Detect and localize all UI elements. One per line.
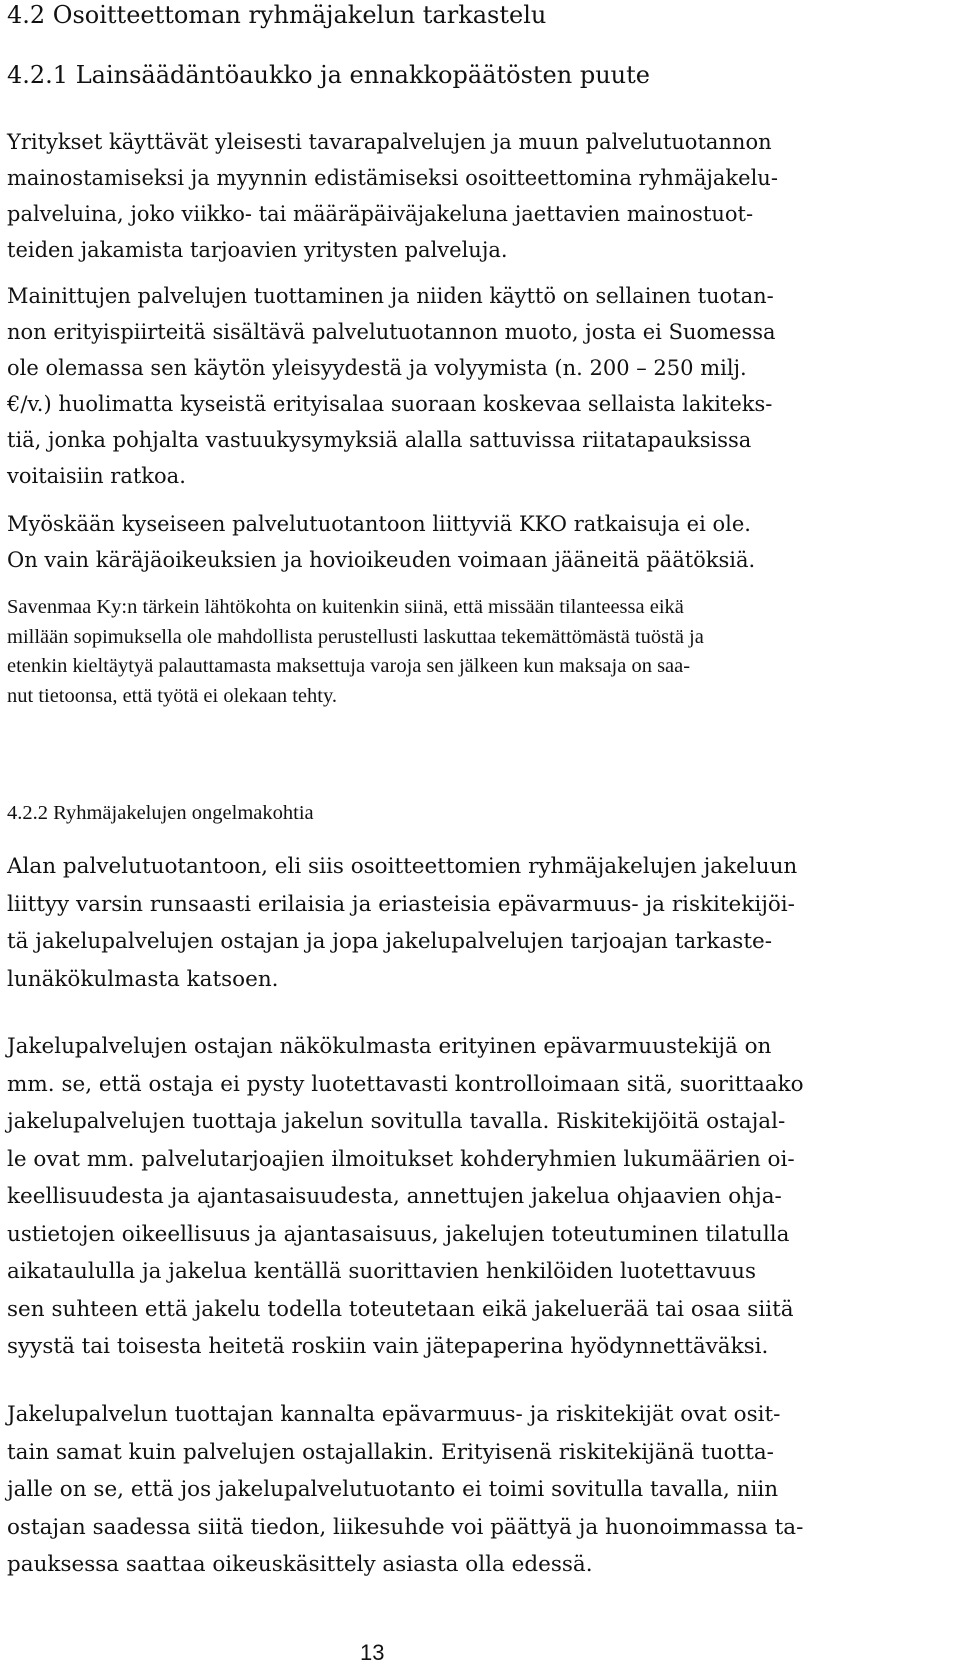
paragraph-line: syystä tai toisesta heitetä roskiin vain jätepaperina hyödynnettäväksi. — [7, 1334, 769, 1359]
paragraph-line: nut tietoonsa, että työtä ei olekaan tehty. — [7, 684, 337, 707]
paragraph-7 — [7, 1396, 937, 1584]
paragraph-3 — [7, 506, 937, 578]
paragraph-6 — [7, 1028, 937, 1366]
paragraph-line: liittyy varsin runsaasti erilaisia ja eriasteisia epävarmuus- ja riskitekijöi- — [7, 891, 795, 917]
paragraph-line: mainostamiseksi ja myynnin edistämiseksi osoitteettomina ryhmäjakelu- — [7, 166, 778, 190]
paragraph-line: jakelupalvelujen tuottaja jakelun sovitulla tavalla. Riskitekijöitä ostajal- — [7, 1109, 786, 1134]
paragraph-line: Alan palvelutuotantoon, eli siis osoitteettomien ryhmäjakelujen jakeluun — [7, 854, 798, 879]
paragraph-line: le ovat mm. palvelutarjoajien ilmoitukset kohderyhmien lukumäärien oi- — [7, 1146, 795, 1172]
subsection-heading-4-2-1: 4.2.1 Lainsäädäntöaukko ja ennakkopäätösten puute — [7, 61, 650, 89]
paragraph-line: palveluina, joko viikko- tai määräpäiväjakeluna jaettavien mainostuot- — [7, 202, 754, 226]
paragraph-line: Myöskään kyseiseen palvelutuotantoon liittyviä KKO ratkaisuja ei ole. — [7, 512, 751, 536]
paragraph-line: Savenmaa Ky:n tärkein lähtökohta on kuitenkin siinä, että missään tilanteessa eikä — [7, 596, 684, 618]
paragraph-line: ole olemassa sen käytön yleisyydestä ja volyymista (n. 200 – 250 milj. — [7, 356, 747, 380]
paragraph-line: sen suhteen että jakelu todella toteutetaan eikä jakeluerää tai osaa siitä — [7, 1296, 794, 1322]
paragraph-line: On vain käräjäoikeuksien ja hovioikeuden voimaan jääneitä päätöksiä. — [7, 548, 756, 572]
paragraph-line: non erityispiirteitä sisältävä palvelutuotannon muoto, josta ei Suomessa — [7, 320, 776, 344]
paragraph-line: voitaisiin ratkoa. — [7, 464, 186, 488]
paragraph-line: tain samat kuin palvelujen ostajallakin. Erityisenä riskitekijänä tuotta- — [7, 1439, 774, 1465]
paragraph-line: Mainittujen palvelujen tuottaminen ja niiden käyttö on sellainen tuotan- — [7, 284, 774, 308]
section-heading: 4.2 Osoitteettoman ryhmäjakelun tarkastelu — [7, 1, 547, 29]
paragraph-line: mm. se, että ostaja ei pysty luotettavasti kontrolloimaan sitä, suorittaako — [7, 1071, 804, 1097]
subsection-heading-4-2-2: 4.2.2 Ryhmäjakelujen ongelmakohtia — [7, 802, 314, 824]
paragraph-line: Jakelupalvelun tuottajan kannalta epävarmuus- ja riskitekijät ovat osit- — [7, 1402, 781, 1427]
paragraph-line: millään sopimuksella ole mahdollista perustellusti laskuttaa tekemättömästä tuöstä ja — [7, 625, 704, 648]
paragraph-line: lunäkökulmasta katsoen. — [7, 966, 279, 992]
paragraph-line: ustietojen oikeellisuus ja ajantasaisuus, jakelujen toteutuminen tilatulla — [7, 1221, 790, 1247]
paragraph-line: teiden jakamista tarjoavien yritysten palveluja. — [7, 238, 508, 262]
paragraph-line: ostajan saadessa siitä tiedon, liikesuhde voi päättyä ja huonoimmassa ta- — [7, 1514, 804, 1540]
paragraph-line: €/v.) huolimatta kyseistä erityisalaa suoraan koskevaa sellaista lakiteks- — [7, 392, 773, 416]
paragraph-line: aikataululla ja jakelua kentällä suorittavien henkilöiden luotettavuus — [7, 1259, 757, 1284]
paragraph-line: Yritykset käyttävät yleisesti tavarapalvelujen ja muun palvelutuotannon — [7, 130, 772, 154]
paragraph-5 — [7, 848, 937, 998]
paragraph-4 — [7, 593, 937, 711]
paragraph-line: tä jakelupalvelujen ostajan ja jopa jakelupalvelujen tarjoajan tarkaste- — [7, 929, 772, 954]
paragraph-line: jalle on se, että jos jakelupalvelutuotanto ei toimi sovitulla tavalla, niin — [7, 1477, 779, 1502]
paragraph-line: Jakelupalvelujen ostajan näkökulmasta erityinen epävarmuustekijä on — [7, 1034, 772, 1059]
paragraph-2 — [7, 278, 937, 494]
paragraph-line: keellisuudesta ja ajantasaisuudesta, annettujen jakelua ohjaavien ohja- — [7, 1184, 782, 1209]
page-number: 13 — [360, 1640, 385, 1665]
paragraph-line: tiä, jonka pohjalta vastuukysymyksiä alalla sattuvissa riitatapauksissa — [7, 428, 752, 452]
paragraph-line: pauksessa saattaa oikeuskäsittely asiasta olla edessä. — [7, 1552, 593, 1577]
paragraph-line: etenkin kieltäytyä palauttamasta maksettuja varoja sen jälkeen kun maksaja on saa- — [7, 655, 691, 677]
paragraph-1 — [7, 124, 937, 268]
